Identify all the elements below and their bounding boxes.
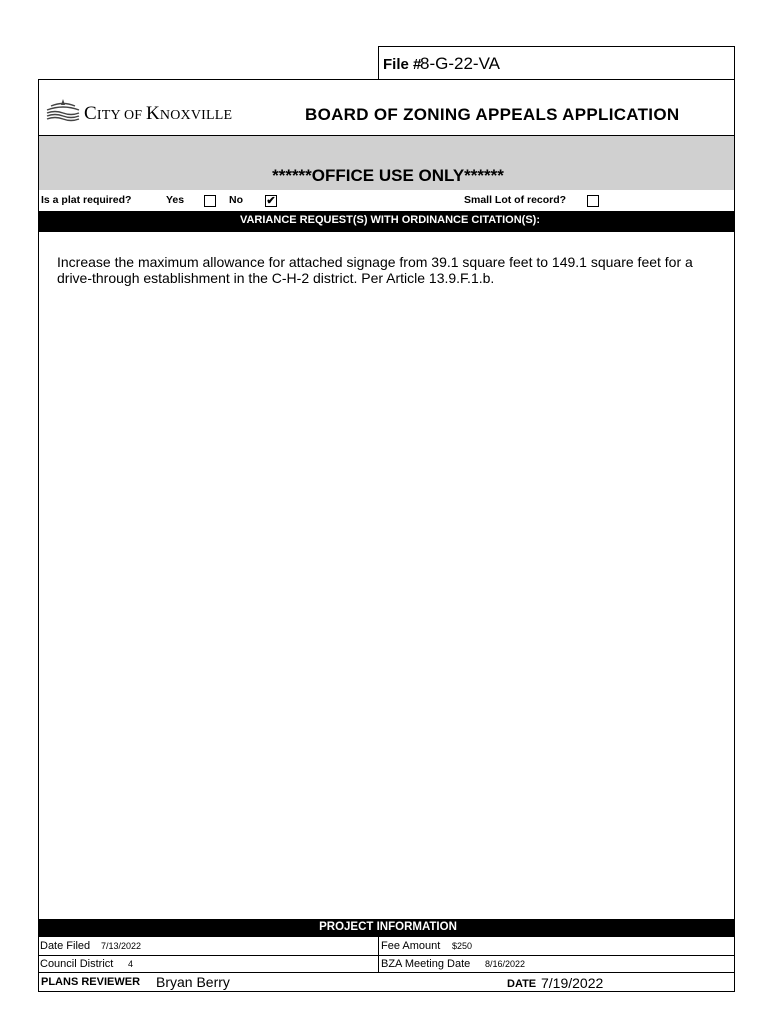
variance-heading: VARIANCE REQUEST(S) WITH ORDINANCE CITATION(S): [239, 214, 541, 226]
review-date-label: DATE [507, 978, 537, 990]
small-lot-checkbox[interactable] [587, 195, 599, 207]
review-date-value: 7/19/2022 [541, 975, 604, 991]
plans-reviewer-value: Bryan Berry [156, 974, 230, 990]
divider [38, 936, 735, 937]
application-title: BOARD OF ZONING APPEALS APPLICATION [305, 105, 680, 124]
plat-yes-label: Yes [166, 194, 185, 206]
small-lot-label: Small Lot of record? [464, 194, 567, 206]
city-logo-text: CITY OF KNOXVILLE [84, 103, 233, 124]
city-logo-icon [45, 97, 81, 123]
office-use-label: ******OFFICE USE ONLY****** [272, 166, 504, 185]
plat-yes-checkbox[interactable] [204, 195, 216, 207]
divider [38, 972, 735, 973]
bza-meeting-date-value: 8/16/2022 [485, 959, 526, 969]
plat-required-label: Is a plat required? [41, 194, 132, 206]
file-number-label: File # [383, 56, 422, 73]
divider [38, 955, 735, 956]
bza-meeting-date-label: BZA Meeting Date [381, 958, 471, 970]
project-info-heading: PROJECT INFORMATION [319, 921, 457, 933]
file-number-value: 8-G-22-VA [420, 54, 500, 73]
variance-request-text: Increase the maximum allowance for attached signage from 39.1 square feet to 149.1 square feet for a drive-through establishment in the C-H-2 district. Per Article 13.9.F.1.b. [57, 254, 693, 286]
fee-amount-value: $250 [452, 941, 473, 951]
plans-reviewer-label: PLANS REVIEWER [41, 976, 141, 988]
council-district-label: Council District [40, 958, 114, 970]
plat-no-label: No [229, 194, 243, 206]
date-filed-value: 7/13/2022 [101, 941, 142, 951]
date-filed-label: Date Filed [40, 940, 91, 952]
council-district-value: 4 [128, 959, 134, 969]
column-divider [378, 936, 379, 973]
fee-amount-label: Fee Amount [381, 940, 441, 952]
plat-no-checkbox[interactable]: ✔ [266, 195, 276, 207]
